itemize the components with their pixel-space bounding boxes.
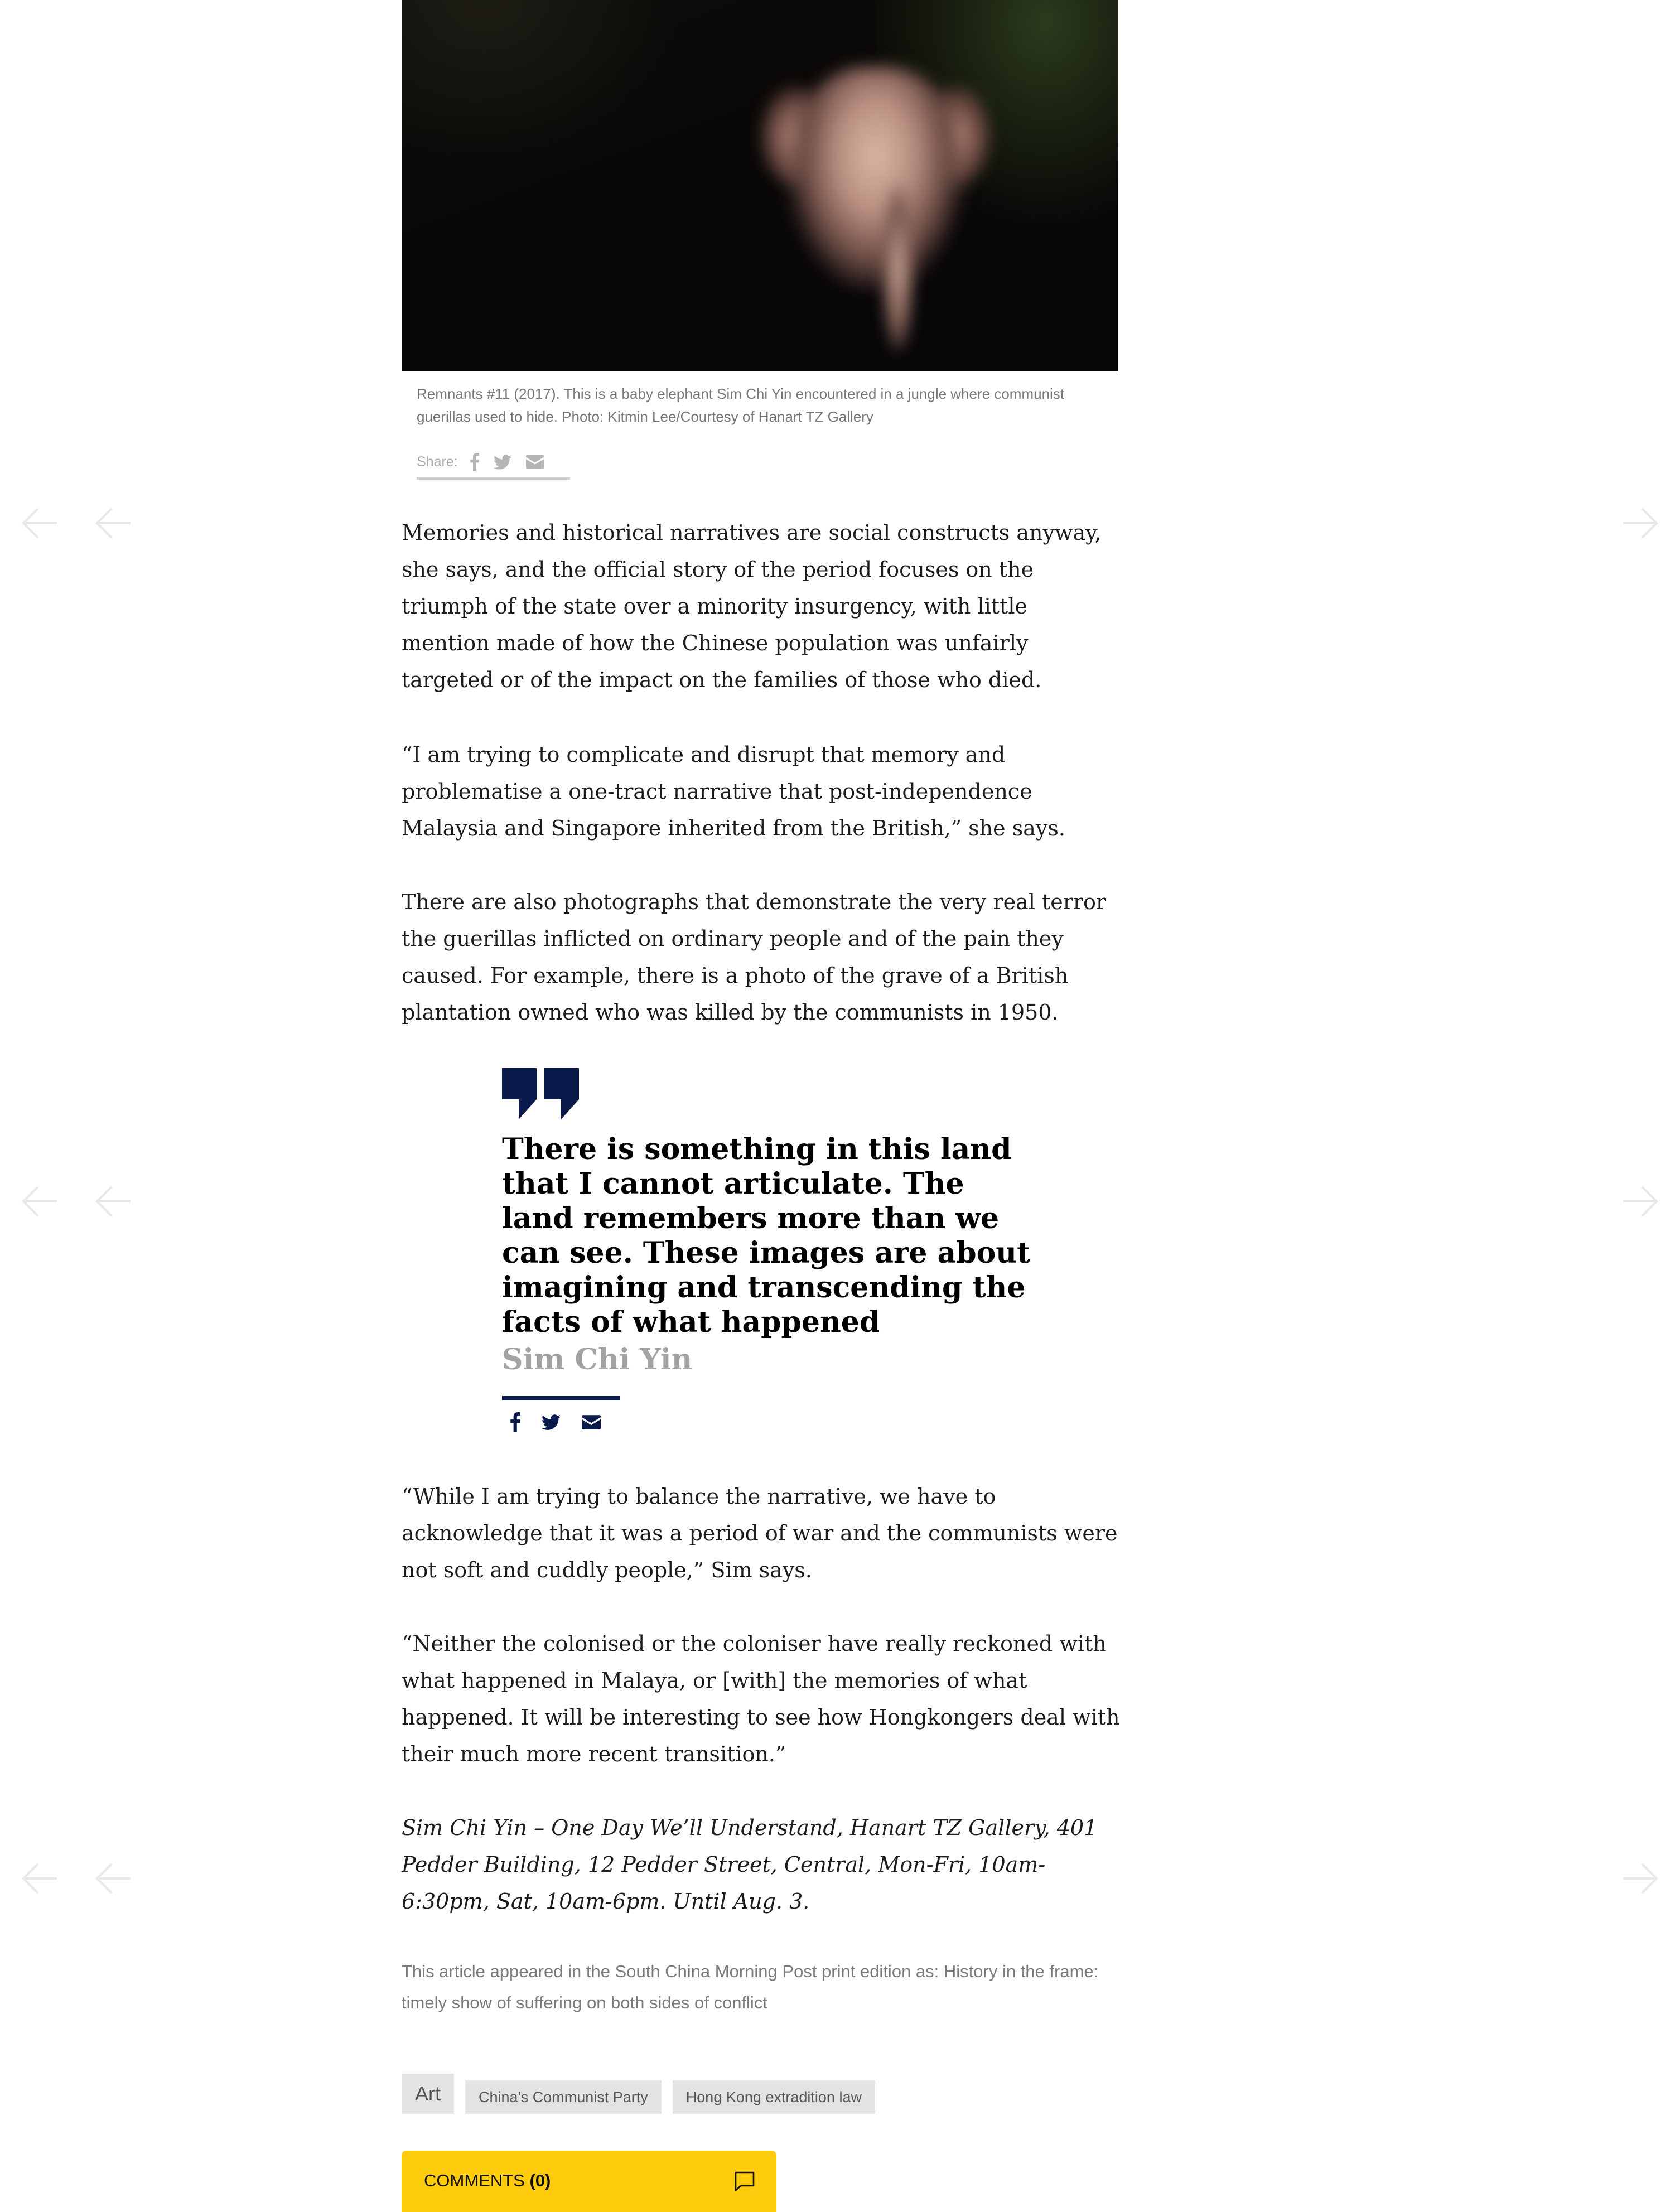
email-icon[interactable] (526, 455, 544, 469)
prev-arrow-icon[interactable] (95, 508, 132, 539)
print-edition-note: This article appeared in the South China Morning Post print edition as: History in the frame: timely show of suffering on both sides of conflict (402, 1962, 1099, 2012)
article-paragraph: “Neither the colonised or the coloniser have really reckoned with what happened in Malaya, or [with] the memories of what happened. It will be interesting to see how Hongkongers deal with their much more recent transition.” (402, 1631, 1120, 1766)
next-arrow-icon[interactable] (1622, 508, 1659, 539)
prev-arrow-icon[interactable] (21, 1863, 58, 1894)
twitter-icon[interactable] (494, 455, 511, 470)
comments-count: (0) (529, 2171, 551, 2190)
article-photo (402, 0, 1118, 371)
prev-arrow-icon[interactable] (95, 1863, 132, 1894)
pull-quote-share (510, 1412, 601, 1432)
pull-quote-text: There is something in this land that I cannot articulate. The land remembers more than we can see. These images are about imagining and transcending the facts of what happened (502, 1132, 1031, 1339)
topic-tags (402, 2074, 875, 2114)
next-arrow-icon[interactable] (1622, 1186, 1659, 1217)
prev-arrow-icon[interactable] (95, 1186, 132, 1217)
next-arrow-icon[interactable] (1622, 1863, 1659, 1894)
article-paragraph: Memories and historical narratives are social constructs anyway, she says, and the official story of the period focuses on the triumph of the state over a minority insurgency, with little mention made of how the Chinese population was unfairly targeted or of the impact on the families of those who died. (402, 520, 1102, 692)
article-paragraph: “While I am trying to balance the narrative, we have to acknowledge that it was a period of war and the communists were not soft and cuddly people,” Sim says. (402, 1484, 1118, 1582)
tag-art[interactable]: Art (402, 2074, 454, 2114)
prev-arrow-icon[interactable] (21, 508, 58, 539)
tag-hong-kong-extradition-law[interactable]: Hong Kong extradition law (673, 2080, 875, 2114)
article-paragraph: There are also photographs that demonstrate the very real terror the guerillas inflicted on ordinary people and of the pain they caused. For example, there is a photo of the grave of a British plantation owned who was killed by the communists in 1950. (402, 890, 1107, 1025)
prev-arrow-icon[interactable] (21, 1186, 58, 1217)
twitter-icon[interactable] (542, 1414, 561, 1430)
share-bar (417, 446, 570, 480)
photo-caption: Remnants #11 (2017). This is a baby elephant Sim Chi Yin encountered in a jungle where communist guerillas used to hide. Photo: Kitmin Lee/Courtesy of Hanart TZ Gallery (417, 385, 1065, 425)
event-info: Sim Chi Yin – One Day We’ll Understand, Hanart TZ Gallery, 401 Pedder Building, 12 Pedder Street, Central, Mon-Fri, 10am-6:30pm, Sat, 10am-6pm. Until Aug. 3. (402, 1815, 1098, 1914)
comment-bubble-icon (734, 2171, 755, 2196)
facebook-icon[interactable] (510, 1412, 520, 1432)
comments-button[interactable] (402, 2151, 776, 2212)
tag-chinas-communist-party[interactable]: China's Communist Party (465, 2080, 662, 2114)
article-paragraph: “I am trying to complicate and disrupt that memory and problematise a one-tract narrative that post-independence Malaysia and Singapore inherited from the British,” she says. (402, 742, 1065, 841)
facebook-icon[interactable] (470, 453, 479, 471)
comments-label: COMMENTS (424, 2171, 525, 2190)
share-label: Share: (417, 453, 458, 470)
pull-quote-author: Sim Chi Yin (502, 1342, 693, 1377)
pull-quote-divider (502, 1396, 620, 1400)
email-icon[interactable] (582, 1415, 601, 1429)
quote-mark-icon (502, 1068, 579, 1122)
